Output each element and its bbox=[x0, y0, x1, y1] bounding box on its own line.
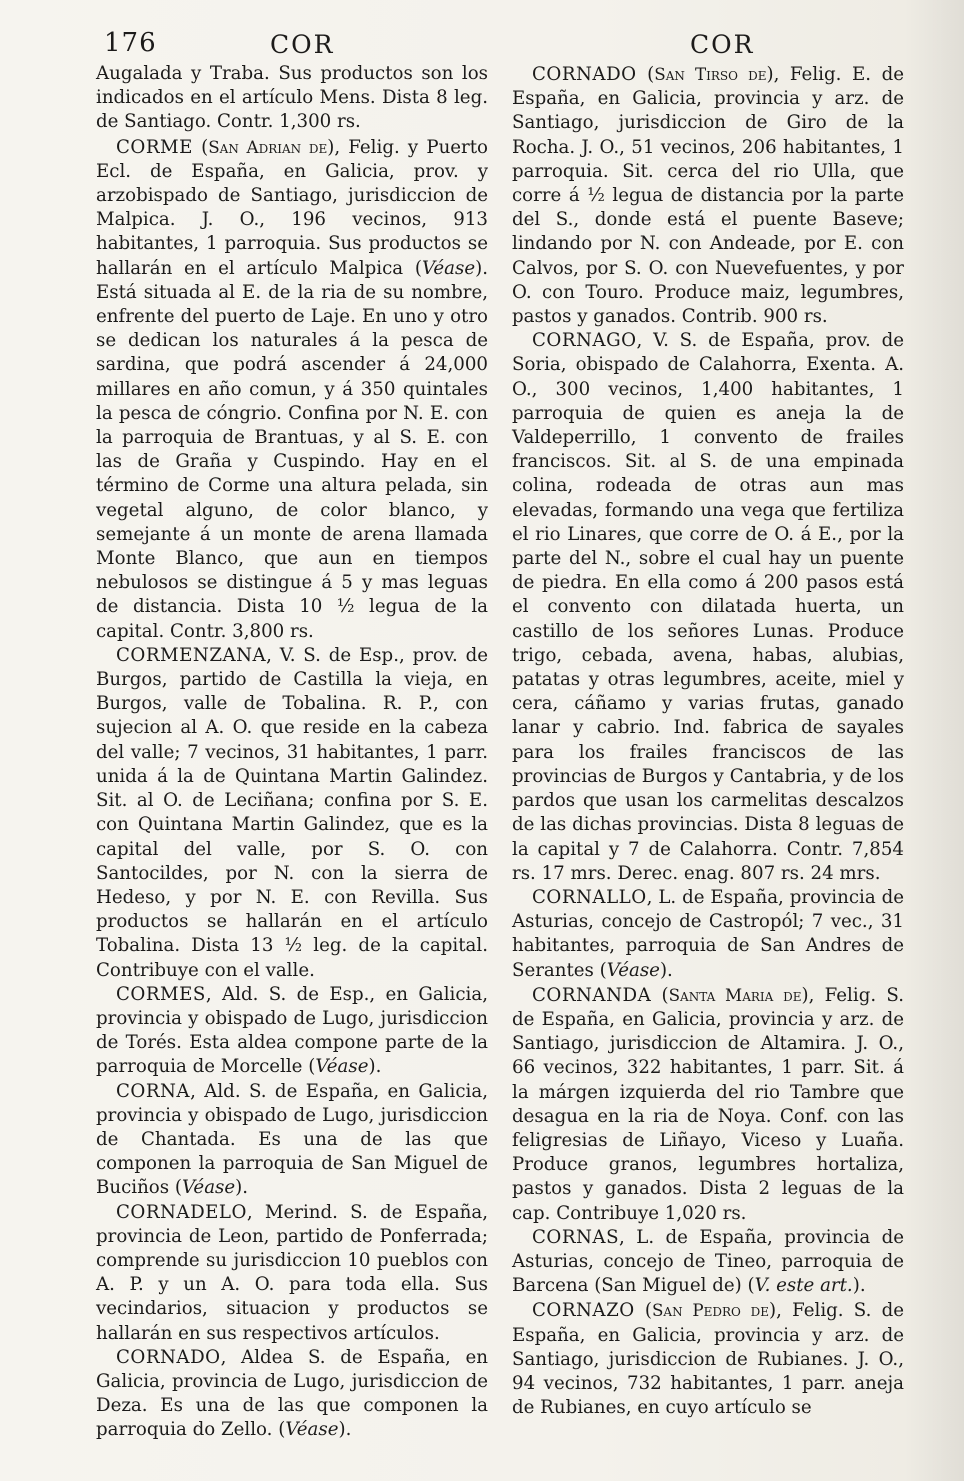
entry-headword: CORNA bbox=[116, 1080, 191, 1102]
entry-headword: CORNAS bbox=[532, 1226, 620, 1248]
entry-headword: CORNALLO bbox=[532, 886, 647, 908]
dictionary-entry bbox=[512, 329, 904, 886]
entry-subtitle: San Pedro de bbox=[651, 1300, 769, 1321]
page-number: 176 bbox=[104, 28, 157, 58]
entry-text: , Felig. y Puerto Ecl. de España, en Galicia, prov. y arzobispado de Santiago, jurisdiccion de Malpica. J. O., 196 vecinos, 913 habitantes, 1 parroquia. Sus productos se hallarán en el artículo Malpica ( bbox=[96, 136, 488, 279]
right-running-head: COR bbox=[690, 30, 755, 59]
dictionary-entry bbox=[96, 62, 488, 135]
cross-reference[interactable]: Véase bbox=[181, 1177, 236, 1199]
entry-text: , V. S. de Esp., prov. de Burgos, partido de Castilla la vieja, en Burgos, valle de Tobalina. R. P., con sujecion al A. O. que reside en la cabeza del valle; 7 vecinos, 31 habitantes, 1 parr. unida á la de Quintana Martin Galindez. Sit. al O. de Leciñana; confina por S. E. con Quintana Martin Galindez, que es la capital del valle, por S. O. con Santocildes, por N. con la sierra de Hedeso, y por N. E. con Revilla. Sus productos se hallarán en el artículo Tobalina. Dista 13 ½ leg. de la capital. Contribuye con el valle. bbox=[96, 644, 488, 981]
entry-headword: CORNAZO bbox=[532, 1300, 635, 1322]
entry-text: , Felig. S. de España, en Galicia, provincia y arz. de Santiago, jurisdiccion de Rubianes. J. O., 94 vecinos, 732 habitantes, 1 parr. aneja de Rubianes, en cuyo artículo se bbox=[512, 1300, 904, 1419]
entry-headword: CORNANDA bbox=[532, 984, 652, 1006]
dictionary-entry bbox=[512, 1226, 904, 1299]
cross-reference[interactable]: Véase bbox=[315, 1056, 369, 1078]
entry-text-continued: ). bbox=[338, 1419, 352, 1441]
dictionary-entry: CORME (San Adrian de), Felig. y Puerto Ecl. de España, en Galicia, prov. y arzobispado de Santiago, jurisdiccion de Malpica. J. O., 196 vecinos, 913 habitantes, 1 parroquia. Sus productos se hallarán en el artículo Malpica (Véase). Está situada al E. de la ria de su nombre, enfrente del puerto de Laje. En uno y otro se dedican los naturales á la pesca de sardina, que podrá ascender á 24,000 millares en año comun, y á 350 quintales la pesca de cóngrio. Confina por N. E. con la parroquia de Brantuas, y al S. E. con las de Graña y Cuspindo. Hay en el término de Corme una altura pelada, sin vegetal alguno, de color blanco, y semejante á un monte de arena llamada Monte Blanco, que aun en tiempos nebulosos se distingue á 5 y mas leguas de distancia. Dista 10 ½ legua de la capital. Contr. 3,800 rs. bbox=[96, 136, 488, 642]
entry-text: , Merind. S. de España, provincia de Leon, partido de Ponferrada; comprende su jurisdiccion 10 pueblos con A. P. y un A. O. para toda ella. Sus vecindarios, situacion y productos se hallarán en sus respectivos artículos. bbox=[96, 1201, 488, 1344]
entry-headword: CORMES bbox=[116, 983, 206, 1005]
dictionary-entry bbox=[96, 644, 488, 983]
left-column bbox=[96, 62, 488, 1443]
page-shadow bbox=[904, 0, 964, 1481]
entry-headword: CORNAGO bbox=[532, 330, 637, 352]
right-column bbox=[512, 62, 904, 1420]
dictionary-entry bbox=[96, 1346, 488, 1443]
entry-subtitle: San Tirso de bbox=[654, 64, 767, 84]
entry-text: Augalada y Traba. Sus productos son los indicados en el artículo Mens. Dista 8 leg. de Santiago. Contr. 1,300 rs. bbox=[96, 63, 488, 133]
entry-subtitle: Santa Maria de bbox=[668, 984, 802, 1005]
entry-headword: CORMENZANA bbox=[116, 644, 267, 666]
entry-text: , Ald. S. de España, en Galicia, provincia y obispado de Lugo, jurisdiccion de Chantada. Es una de las que componen la parroquia de San Miguel de Buciños ( bbox=[96, 1080, 488, 1199]
dictionary-entry bbox=[96, 983, 488, 1080]
entry-text-continued: ). Está situada al E. de la ria de su nombre, enfrente del puerto de Laje. En uno y otro se dedican los naturales á la pesca de sardina, que podrá ascender á 24,000 millares en año comun, y á 350 quintales la pesca de cóngrio. Confina por N. E. con la parroquia de Brantuas, y al S. E. con las de Graña y Cuspindo. Hay en el término de Corme una altura pelada, sin vegetal alguno, de color blanco, y semejante á un monte de arena llamada Monte Blanco, que aun en tiempos nebulosos se distingue á 5 y mas leguas de distancia. Dista 10 ½ legua de la capital. Contr. 3,800 rs. bbox=[96, 257, 488, 642]
dictionary-entry bbox=[512, 886, 904, 983]
dictionary-entry: CORNADO (San Tirso de), Felig. E. de España, en Galicia, provincia y arz. de Santiago, jurisdiccion de Giro de la Rocha. J. O., 51 vecinos, 206 habitantes, 1 parroquia. Sit. cerca del rio Ulla, que corre á ½ legua de distancia por la parte del S., donde está el puente Baseve; lindando por N. con Andeade, por E. con Calvos, por S. O. con Nuevefuentes, y por O. con Touro. Produce maiz, legumbres, pastos y ganados. Contrib. 900 rs. bbox=[512, 64, 904, 328]
entry-text-continued: ). bbox=[235, 1177, 249, 1199]
entry-text-continued: ). bbox=[368, 1056, 382, 1078]
dictionary-entry: CORNANDA (Santa Maria de), Felig. S. de España, en Galicia, provincia y arz. de Santiago, jurisdiccion de Altamira. J. O., 66 vecinos, 322 habitantes, 1 parr. Sit. á la márgen izquierda del rio Tambre que desagua en la ria de Noya. Conf. con las feligresias de Liñayo, Viceso y Luaña. Produce granos, legumbres hortaliza, pastos y ganados. Dista 2 leguas de la cap. Contribuye 1,020 rs. bbox=[512, 984, 904, 1224]
entry-text: , L. de España, provincia de Asturias, concejo de Tineo, parroquia de Barcena (San Miguel de) ( bbox=[512, 1226, 904, 1297]
entry-text: , L. de España, provincia de Asturias, concejo de Castropól; 7 vec., 31 habitantes, parroquia de San Andres de Serantes ( bbox=[512, 886, 904, 981]
entry-text: , Felig. S. de España, en Galicia, provincia y arz. de Santiago, jurisdiccion de Altamira. J. O., 66 vecinos, 322 habitantes, 1 parr. Sit. á la márgen izquierda del rio Tambre que desagua en la ria de Noya. Conf. con las feligresias de Liñayo, Viceso y Luaña. Produce granos, legumbres hortaliza, pastos y ganados. Dista 2 leguas de la cap. Contribuye 1,020 rs. bbox=[512, 984, 904, 1224]
entry-text: , V. S. de España, prov. de Soria, obispado de Calahorra, Exenta. A. O., 300 vecinos, 1,400 habitantes, 1 parroquia de quien es aneja la de Valdeperrillo, 1 convento de frailes franciscos. Sit. al S. de una empinada colina, rodeada de otras aun mas elevadas, formando una vega que fertiliza el rio Linares, que corre de O. á E., por la parte del N., sobre el cual hay un puente de piedra. En ella como á 200 pasos está el convento con dilatada huerta, un castillo de los señores Lunas. Produce trigo, cebada, avena, habas, alubias, patatas y otras legumbres, aceite, miel y cera, cáñamo y varias frutas, ganado lanar y cabrio. Ind. fabrica de sayales para los frailes franciscos de las provincias de Burgos y Cantabria, y de los pardos que usan los carmelitas descalzos de las dichas provincias. Dista 8 leguas de la capital y 7 de Calahorra. Contr. 7,854 rs. 17 mrs. Derec. enag. 807 rs. 24 mrs. bbox=[512, 330, 904, 884]
entry-headword: CORME bbox=[116, 136, 193, 158]
cross-reference[interactable]: V. este art. bbox=[754, 1275, 853, 1297]
cross-reference[interactable]: Véase bbox=[606, 959, 660, 981]
entry-text: , Aldea S. de España, en Galicia, provincia de Lugo, jurisdiccion de Deza. Es una de las que componen la parroquia do Zello. ( bbox=[96, 1346, 488, 1441]
entry-text-continued: ). bbox=[852, 1275, 866, 1297]
entry-text-continued: ). bbox=[659, 959, 673, 981]
entry-subtitle: San Adrian de bbox=[208, 136, 328, 157]
cross-reference[interactable]: Véase bbox=[421, 257, 476, 279]
left-running-head: COR bbox=[270, 30, 335, 59]
dictionary-entry: CORNAZO (San Pedro de), Felig. S. de España, en Galicia, provincia y arz. de Santiago, jurisdiccion de Rubianes. J. O., 94 vecinos, 732 habitantes, 1 parr. aneja de Rubianes, en cuyo artículo se bbox=[512, 1300, 904, 1419]
entry-headword: CORNADELO bbox=[116, 1201, 247, 1223]
entry-headword: CORNADO bbox=[532, 64, 637, 85]
dictionary-entry bbox=[96, 1080, 488, 1201]
entry-text: , Felig. E. de España, en Galicia, provincia y arz. de Santiago, jurisdiccion de Giro de la Rocha. J. O., 51 vecinos, 206 habitantes, 1 parroquia. Sit. cerca del rio Ulla, que corre á ½ legua de distancia por la parte del S., donde está el puente Baseve; lindando por N. con Andeade, por E. con Calvos, por S. O. con Nuevefuentes, y por O. con Touro. Produce maiz, legumbres, pastos y ganados. Contrib. 900 rs. bbox=[512, 64, 904, 328]
entry-text: , Ald. S. de Esp., en Galicia, provincia y obispado de Lugo, jurisdiccion de Torés. Esta aldea compone parte de la parroquia de Morcelle ( bbox=[96, 983, 488, 1078]
dictionary-entry bbox=[96, 1201, 488, 1346]
cross-reference[interactable]: Véase bbox=[285, 1419, 339, 1441]
entry-headword: CORNADO bbox=[116, 1346, 221, 1368]
